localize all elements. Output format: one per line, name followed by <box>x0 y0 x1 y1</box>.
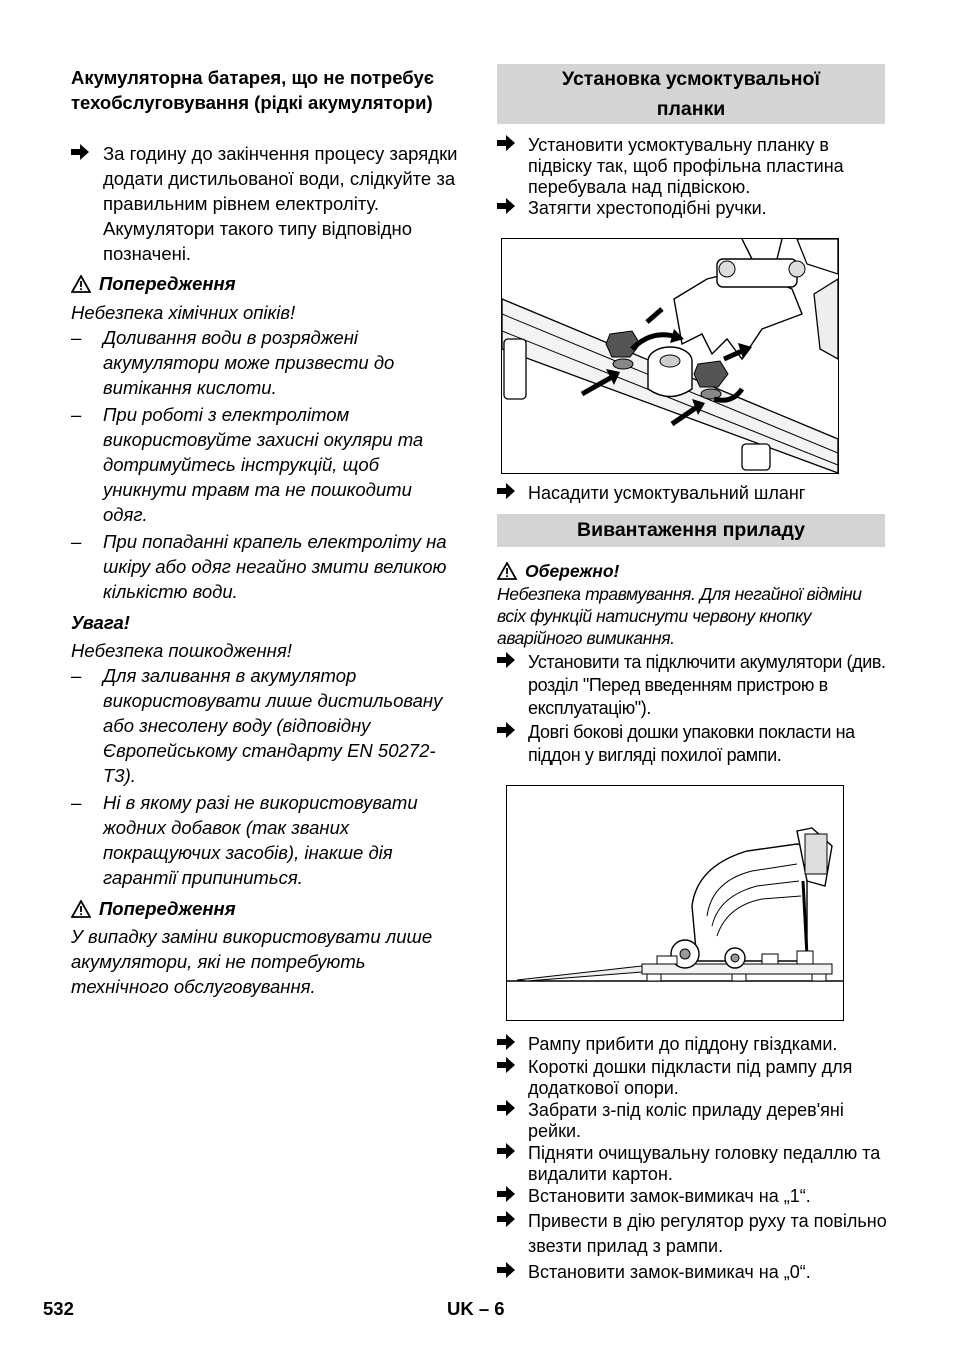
arrow-icon <box>497 1143 515 1164</box>
warning-subtitle: Небезпека хімічних опіків! <box>71 302 296 323</box>
arrow-icon <box>71 141 97 166</box>
list-item: Привести в дію регулятор руху та повільно звезти прилад з рампи. <box>497 1209 887 1259</box>
arrow-icon <box>497 135 515 156</box>
list-item: Установити усмоктувальну планку в підвіску так, щоб профільна пластина перебувала над підвіскою. <box>497 135 887 198</box>
list-item: Рампу прибити до піддону гвіздками. <box>497 1034 887 1055</box>
battery-heading: Акумуляторна батарея, що не потребує техобслуговування (рідкі акумулятори) <box>71 67 434 113</box>
arrow-icon <box>497 1186 515 1207</box>
squeegee-illustration <box>502 239 838 473</box>
attention-title: Увага! <box>71 612 130 633</box>
language-page-label: UK – 6 <box>447 1298 505 1319</box>
list-item: Довгі бокові дошки упаковки покласти на піддон у вигляді похилої рампи. <box>497 721 887 767</box>
list-item: – При роботі з електролітом використовуйте захисні окуляри та дотримуйтесь інструкцій, щоб уникнути травм та не пошкодити одяг. <box>71 404 424 525</box>
list-item: Встановити замок-вимикач на „1“. <box>497 1186 887 1207</box>
warning-title: Попередження <box>71 271 236 296</box>
arrow-icon <box>497 198 515 219</box>
arrow-icon <box>497 483 515 504</box>
arrow-icon <box>497 1209 515 1234</box>
list-item: Установити та підключити акумулятори (див. розділ "Перед введенням пристрою в експлуатацію"). <box>497 651 887 720</box>
list-item: Затягти хрестоподібні ручки. <box>497 198 887 219</box>
arrow-icon <box>497 1262 515 1283</box>
warning-text: У випадку заміни використовувати лише акумулятори, які не потребують технічного обслуговування. <box>71 926 433 997</box>
ramp-illustration <box>507 786 843 1020</box>
caution-text: Небезпека травмування. Для негайної відміни всіх функцій натиснути червону кнопку аварійного вимикання. <box>497 584 862 648</box>
list-item: Короткі дошки підкласти під рампу для додаткової опори. <box>497 1057 887 1099</box>
list-item: Насадити усмоктувальний шланг <box>497 483 887 504</box>
arrow-icon <box>497 721 515 744</box>
list-item: За годину до закінчення процесу зарядки додати дистильованої води, слідкуйте за правильним рівнем електроліту. Акумулятори такого типу відповідно позначені. <box>71 141 461 266</box>
warning-title: Попередження <box>71 896 236 921</box>
list-item: – При попаданні крапель електроліту на шкіру або одяг негайно змити великою кількістю води. <box>71 531 447 602</box>
arrow-icon <box>497 1034 515 1055</box>
warning-triangle-icon <box>71 900 91 918</box>
section-heading: Установка усмоктувальної планки <box>497 64 885 124</box>
list-item: – Доливання води в розряджені акумулятори може призвести до витікання кислоти. <box>71 327 395 398</box>
caution-title: Обережно! <box>497 559 619 584</box>
unloading-ramp-figure <box>506 785 844 1021</box>
list-item: Встановити замок-вимикач на „0“. <box>497 1262 887 1283</box>
list-item: Підняти очищувальну головку педаллю та видалити картон. <box>497 1143 887 1185</box>
list-item: – Ні в якому разі не використовувати жодних добавок (так званих покращуючих засобів), інакше дія гарантії припиниться. <box>71 792 418 888</box>
squeegee-mount-figure <box>501 238 839 474</box>
list-item: – Для заливання в акумулятор використовувати лише дистильовану або знесолену воду (відповідну Європейському стандарту EN 50272-T3). <box>71 665 443 786</box>
page-number: 532 <box>43 1298 74 1319</box>
list-item: Забрати з-під коліс приладу дерев'яні рейки. <box>497 1100 887 1142</box>
arrow-icon <box>497 1057 515 1078</box>
arrow-icon <box>497 1100 515 1121</box>
warning-triangle-icon <box>71 275 91 293</box>
warning-triangle-icon <box>497 562 517 580</box>
section-heading: Вивантаження приладу <box>497 514 885 547</box>
arrow-icon <box>497 651 515 674</box>
attention-subtitle: Небезпека пошкодження! <box>71 640 292 661</box>
